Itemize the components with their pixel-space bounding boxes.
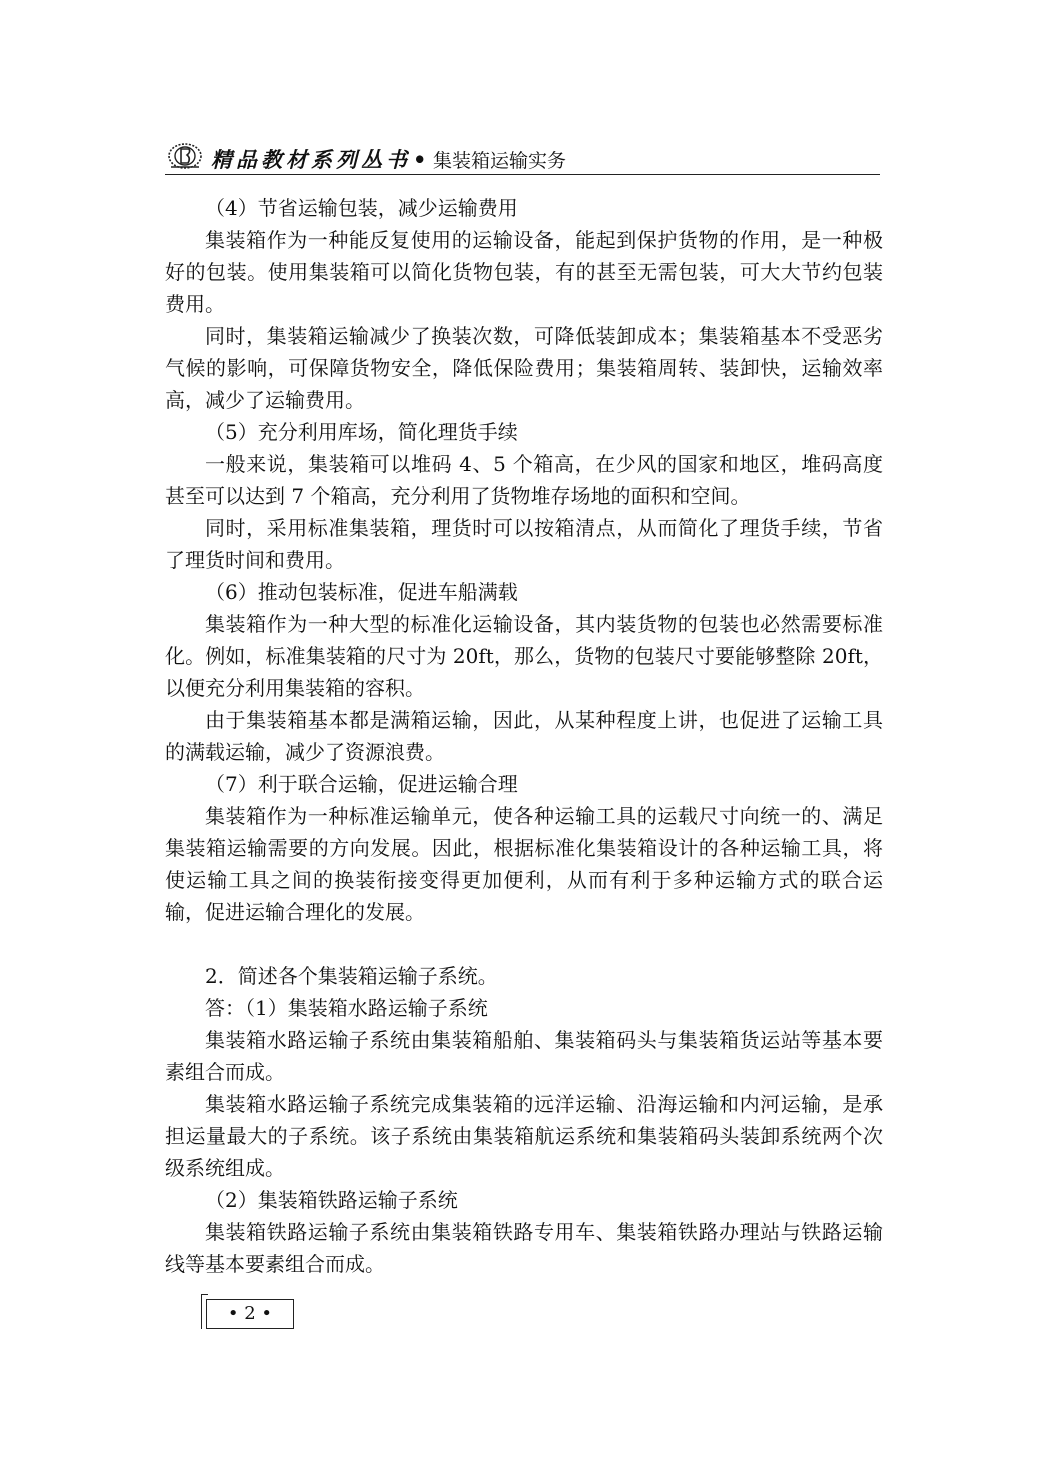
question: 2．简述各个集装箱运输子系统。 bbox=[205, 964, 498, 988]
body-text bbox=[165, 192, 883, 1280]
page-number-box bbox=[206, 1299, 294, 1329]
paragraph: 集装箱水路运输子系统由集装箱船舶、集装箱码头与集装箱货运站等基本要素组合而成。 bbox=[165, 1028, 883, 1084]
subheading: （4）节省运输包装，减少运输费用 bbox=[205, 196, 518, 220]
subheading: （5）充分利用库场，简化理货手续 bbox=[205, 420, 518, 444]
subheading: （2）集装箱铁路运输子系统 bbox=[205, 1188, 458, 1212]
page-number: • 2 • bbox=[227, 1303, 273, 1324]
answer-subheading: 答：（1）集装箱水路运输子系统 bbox=[205, 996, 488, 1020]
series-title-text: 精品教材系列丛书 bbox=[211, 147, 411, 172]
paragraph: 集装箱水路运输子系统完成集装箱的远洋运输、沿海运输和内河运输，是承担运量最大的子系统。该子系统由集装箱航运系统和集装箱码头装卸系统两个次级系统组成。 bbox=[165, 1092, 883, 1180]
paragraph: 集装箱作为一种大型的标准化运输设备，其内装货物的包装也必然需要标准化。例如，标准集装箱的尺寸为 20ft，那么，货物的包装尺寸要能够整除 20ft，以便充分利用集装箱的容积。 bbox=[165, 612, 883, 700]
subheading: （6）推动包装标准，促进车船满载 bbox=[205, 580, 518, 604]
book-title: 集装箱运输实务 bbox=[433, 150, 567, 172]
paragraph: 集装箱作为一种标准运输单元，使各种运输工具的运载尺寸向统一的、满足集装箱运输需要的方向发展。因此，根据标准化集装箱设计的各种运输工具，将使运输工具之间的换装衔接变得更加便利，从而有利于多种运输方式的联合运输，促进运输合理化的发展。 bbox=[165, 804, 883, 924]
paragraph: 集装箱铁路运输子系统由集装箱铁路专用车、集装箱铁路办理站与铁路运输线等基本要素组合而成。 bbox=[165, 1220, 883, 1276]
paragraph: 同时，集装箱运输减少了换装次数，可降低装卸成本；集装箱基本不受恶劣气候的影响，可保障货物安全，降低保险费用；集装箱周转、装卸快，运输效率高，减少了运输费用。 bbox=[165, 324, 883, 412]
series-emblem-icon bbox=[165, 142, 205, 170]
paragraph: 一般来说，集装箱可以堆码 4、5 个箱高，在少风的国家和地区，堆码高度甚至可以达到 7 个箱高，充分利用了货物堆存场地的面积和空间。 bbox=[165, 452, 883, 508]
series-title bbox=[211, 144, 428, 174]
running-header bbox=[165, 140, 880, 175]
title-separator: • bbox=[413, 147, 427, 172]
subheading: （7）利于联合运输，促进运输合理 bbox=[205, 772, 518, 796]
paragraph: 由于集装箱基本都是满箱运输，因此，从某种程度上讲，也促进了运输工具的满载运输，减少了资源浪费。 bbox=[165, 708, 883, 764]
paragraph: 集装箱作为一种能反复使用的运输设备，能起到保护货物的作用，是一种极好的包装。使用集装箱可以简化货物包装，有的甚至无需包装，可大大节约包装费用。 bbox=[165, 228, 883, 316]
paragraph: 同时，采用标准集装箱，理货时可以按箱清点，从而简化了理货手续，节省了理货时间和费用。 bbox=[165, 516, 883, 572]
